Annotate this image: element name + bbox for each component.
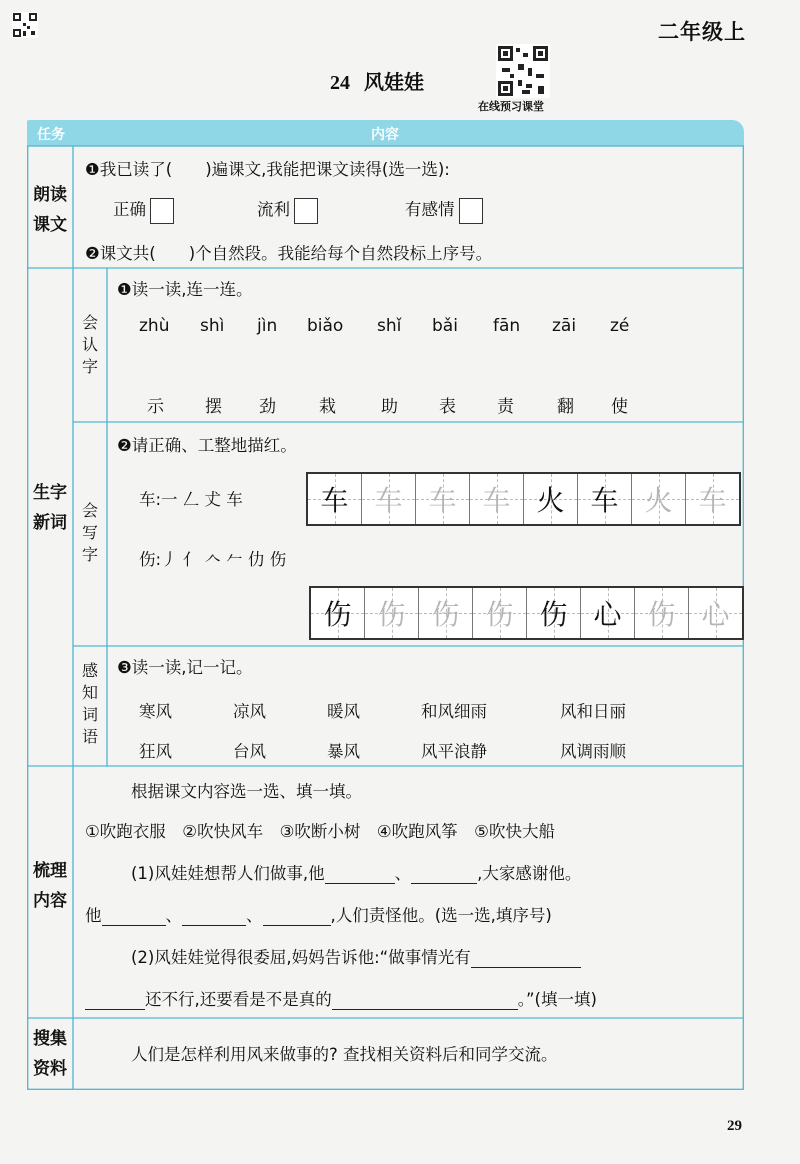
page-number: 29: [727, 1118, 742, 1134]
pinyin-item: shǐ: [377, 316, 402, 336]
grid-cell[interactable]: 伤: [635, 588, 689, 638]
answer-blank[interactable]: [325, 865, 395, 884]
label-reading-line2: 课文: [33, 215, 67, 235]
lesson-title: [330, 66, 424, 95]
char-item: 助: [381, 397, 398, 417]
header-content: 内容: [371, 127, 399, 143]
answer-blank[interactable]: [332, 991, 518, 1010]
write-instruction: ❷请正确、工整地描红。: [117, 436, 297, 455]
label-reading-line1: 朗读: [33, 185, 67, 205]
recognize-instruction: ❶读一读,连一连。: [117, 280, 253, 299]
grid-cell[interactable]: 火: [632, 474, 686, 524]
char-item: 翻: [557, 397, 574, 417]
pinyin-item: zé: [610, 316, 630, 336]
reading-item-1: ❶我已读了( )遍课文,我能把课文读得(选一选):: [85, 160, 450, 179]
char-item: 摆: [205, 397, 222, 417]
option-fluent-label: 流利: [257, 200, 290, 219]
phrase-item: 台风: [233, 742, 266, 761]
tracing-grid-shang: [309, 586, 744, 640]
char-item: 劲: [259, 397, 276, 417]
grid-cell[interactable]: 车: [470, 474, 524, 524]
grid-cell[interactable]: 伤: [473, 588, 527, 638]
worksheet-table: [27, 120, 744, 1090]
phrase-item: 风平浪静: [421, 742, 487, 761]
option-emotion: [405, 196, 483, 224]
phrase-item: 寒风: [139, 702, 172, 721]
answer-blank[interactable]: [102, 907, 166, 926]
option-correct-label: 正确: [113, 200, 146, 219]
pinyin-item: zāi: [552, 316, 577, 336]
phrase-item: 暖风: [327, 702, 360, 721]
lesson-name: 风娃娃: [364, 70, 424, 94]
grid-cell[interactable]: 车: [686, 474, 739, 524]
phrase-item: 风调雨顺: [560, 742, 626, 761]
sort-question-1-line2: 他 、 、 ,人们责怪他。(选一选,填序号): [85, 906, 552, 925]
grid-cell[interactable]: 心: [581, 588, 635, 638]
label-collect: [27, 1024, 73, 1084]
stroke-order-shang: 伤:丿 亻 𠆢 𠂉 仂 伤: [139, 550, 287, 569]
char-item: 责: [497, 397, 514, 417]
label-collect-line2: 资料: [33, 1059, 67, 1079]
label-sort: [27, 856, 73, 916]
label-reading: [27, 180, 73, 240]
grid-cell[interactable]: 伤: [311, 588, 365, 638]
grid-cell[interactable]: 伤: [365, 588, 419, 638]
phrase-item: 暴风: [327, 742, 360, 761]
pinyin-item: fān: [493, 316, 521, 336]
answer-blank[interactable]: [411, 865, 477, 884]
header-task: 任务: [37, 127, 65, 143]
label-sort-line1: 梳理: [33, 861, 67, 881]
preview-qr-code[interactable]: [496, 44, 550, 98]
pinyin-item: zhù: [139, 316, 170, 336]
label-collect-line1: 搜集: [33, 1029, 67, 1049]
answer-blank[interactable]: [263, 907, 331, 926]
option-emotion-box[interactable]: [459, 198, 483, 224]
sort-options: ①吹跑衣服 ②吹快风车 ③吹断小树 ④吹跑风筝 ⑤吹快大船: [85, 822, 555, 841]
phrase-item: 风和日丽: [560, 702, 626, 721]
grid-cell[interactable]: 车: [308, 474, 362, 524]
answer-blank[interactable]: [85, 991, 145, 1010]
label-phrases: 感知词语: [81, 661, 98, 746]
grade-label: 二年级上: [658, 20, 746, 44]
qr-caption: 在线预习课堂: [478, 100, 544, 113]
grid-cell[interactable]: 伤: [419, 588, 473, 638]
label-words-line2: 新词: [33, 513, 67, 533]
phrase-item: 和风细雨: [421, 702, 487, 721]
option-fluent-box[interactable]: [294, 198, 318, 224]
corner-qr-code: [12, 12, 38, 38]
grid-cell[interactable]: 火: [524, 474, 578, 524]
label-words: [27, 478, 73, 538]
label-write: 会写字: [81, 501, 98, 564]
answer-blank[interactable]: [182, 907, 246, 926]
char-item: 表: [439, 397, 456, 417]
sort-question-2: (2)风娃娃觉得很委屈,妈妈告诉他:“做事情光有: [131, 944, 581, 968]
label-sort-line2: 内容: [33, 891, 67, 911]
phrase-item: 凉风: [233, 702, 266, 721]
pinyin-item: bǎi: [432, 316, 458, 336]
collect-text: 人们是怎样利用风来做事的? 查找相关资料后和同学交流。: [131, 1045, 558, 1064]
pinyin-item: biǎo: [307, 316, 344, 336]
phrase-item: 狂风: [139, 742, 172, 761]
grid-cell[interactable]: 车: [362, 474, 416, 524]
option-fluent: [257, 196, 318, 224]
grid-cell[interactable]: 心: [689, 588, 742, 638]
option-emotion-label: 有感情: [405, 200, 455, 219]
grid-cell[interactable]: 车: [416, 474, 470, 524]
tracing-grid-che: [306, 472, 741, 526]
grid-cell[interactable]: 伤: [527, 588, 581, 638]
stroke-order-che: 车:一 𠃋 𠀋 车: [139, 490, 243, 509]
pinyin-item: jìn: [257, 316, 278, 336]
char-item: 使: [611, 397, 628, 417]
option-correct-box[interactable]: [150, 198, 174, 224]
sort-instruction: 根据课文内容选一选、填一填。: [131, 782, 362, 801]
grid-cell[interactable]: 车: [578, 474, 632, 524]
answer-blank[interactable]: [471, 949, 581, 968]
char-item: 栽: [319, 397, 336, 417]
phrases-instruction: ❸读一读,记一记。: [117, 658, 253, 677]
sort-question-1: (1)风娃娃想帮人们做事,他 、 ,大家感谢他。: [131, 864, 582, 883]
label-words-line1: 生字: [33, 483, 67, 503]
reading-item-2: ❷课文共( )个自然段。我能给每个自然段标上序号。: [85, 244, 493, 263]
option-correct: [113, 196, 174, 224]
pinyin-item: shì: [200, 316, 225, 336]
label-recognize: 会认字: [81, 313, 98, 376]
char-item: 示: [147, 397, 164, 417]
lesson-number: 24: [330, 72, 350, 94]
sort-question-2-line2: 还不行,还要看是不是真的 。”(填一填): [85, 986, 597, 1010]
